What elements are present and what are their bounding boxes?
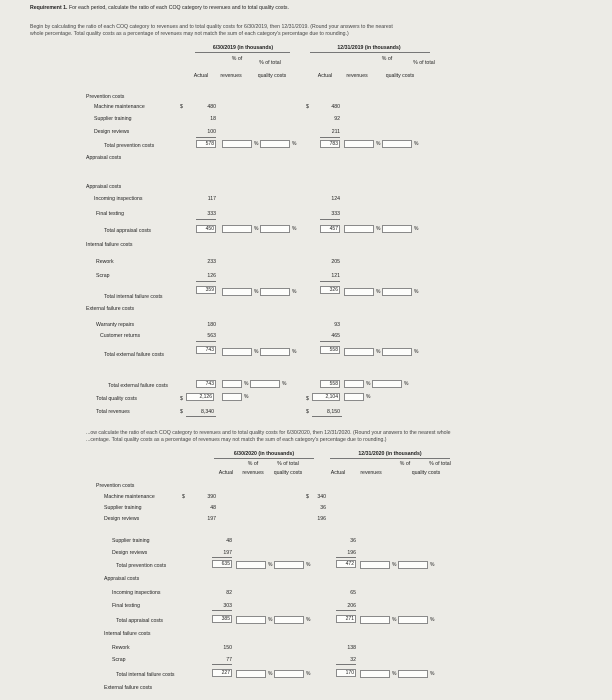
header-6-30-2020: 6/30/2020 (in thousands): [233, 451, 295, 457]
value: 303: [223, 603, 232, 609]
input-pct-revenues[interactable]: [236, 670, 266, 678]
input-pct-revenues[interactable]: [344, 288, 374, 296]
row-machine-maintenance: Machine maintenance: [104, 494, 155, 500]
input-pct-quality[interactable]: [260, 140, 290, 148]
total-appraisal-actual: 450: [196, 225, 216, 233]
row-supplier-training: Supplier training: [104, 505, 142, 511]
input-pct-quality[interactable]: [398, 616, 428, 624]
input-pct-revenues[interactable]: [344, 140, 374, 148]
value: 211: [331, 129, 340, 135]
row-final-testing: Final testing: [112, 603, 140, 609]
pct-of-label: % of: [247, 461, 259, 467]
input-pct-revenues[interactable]: [236, 616, 266, 624]
total-revenues-actual-2: 8,150: [327, 409, 340, 415]
input-pct-revenues[interactable]: [222, 380, 242, 388]
requirement-heading: [30, 5, 289, 11]
input-pct-quality[interactable]: [260, 348, 290, 356]
value: 333: [207, 211, 216, 217]
actual-label: Actual: [193, 73, 209, 79]
pct-of-label: % of: [399, 461, 411, 467]
input-pct-quality[interactable]: [250, 380, 280, 388]
row-prevention-costs: Prevention costs: [96, 483, 135, 489]
value: 196: [317, 516, 326, 522]
row-total-internal-failure: Total internal failure costs: [104, 294, 163, 300]
total-quality-actual: 2,126: [186, 393, 214, 401]
value: 150: [223, 645, 232, 651]
row-warranty-repairs: Warranty repairs: [96, 322, 135, 328]
total-external-actual: 743: [196, 346, 216, 354]
input-pct-quality[interactable]: [382, 225, 412, 233]
input-pct-revenues[interactable]: [222, 393, 242, 401]
quality-costs-label: quality costs: [411, 470, 441, 476]
value: 124: [331, 196, 340, 202]
value: 36: [320, 505, 326, 511]
value: 117: [207, 196, 216, 202]
input-pct-quality[interactable]: [274, 670, 304, 678]
input-pct-quality[interactable]: [382, 140, 412, 148]
input-pct-quality[interactable]: [372, 380, 402, 388]
input-pct-revenues[interactable]: [360, 616, 390, 624]
total-prevention-2020: 635: [212, 560, 232, 568]
row-rework: Rework: [112, 645, 130, 651]
pct-of-total-label: % of total: [413, 60, 435, 66]
value: 82: [226, 590, 232, 596]
value: 65: [350, 590, 356, 596]
total-external-actual-2: 558: [320, 346, 340, 354]
row-appraisal-costs: Appraisal costs: [104, 576, 140, 582]
input-pct-revenues[interactable]: [222, 140, 252, 148]
pct-of-total-label: % of total: [259, 60, 281, 66]
row-total-internal-failure: Total internal failure costs: [116, 672, 175, 678]
row-rework: Rework: [96, 259, 114, 265]
quality-costs-label: quality costs: [257, 73, 287, 79]
revenues-label: revenues: [360, 470, 382, 476]
value: 233: [207, 259, 216, 265]
value: 205: [331, 259, 340, 265]
requirement-title: Requirement 1.: [30, 5, 68, 11]
revenues-label: revenues: [220, 73, 242, 79]
value: 480: [331, 104, 340, 110]
value: 563: [207, 333, 216, 339]
value: 465: [331, 333, 340, 339]
row-external-failure-costs: External failure costs: [86, 306, 135, 312]
total-revenues-actual: 8,340: [201, 409, 214, 415]
input-pct-quality[interactable]: [274, 616, 304, 624]
input-pct-revenues[interactable]: [222, 288, 252, 296]
value: 32: [350, 657, 356, 663]
row-scrap: Scrap: [112, 657, 126, 663]
row-total-external-failure-2: Total external failure costs: [108, 383, 168, 389]
row-total-prevention-costs: Total prevention costs: [116, 563, 167, 569]
value: 48: [210, 505, 216, 511]
input-pct-revenues[interactable]: [344, 348, 374, 356]
row-internal-failure-costs: Internal failure costs: [104, 631, 151, 637]
row-incoming-inspections: Incoming inspections: [112, 590, 161, 596]
row-total-external-failure: Total external failure costs: [104, 352, 164, 358]
quality-costs-label: quality costs: [273, 470, 303, 476]
total-prevention-2020-2: 472: [336, 560, 356, 568]
row-incoming-inspections: Incoming inspections: [94, 196, 143, 202]
input-pct-quality[interactable]: [398, 561, 428, 569]
instructions-line2: whole percentage. Total quality costs as a percentage of revenues may not match the sum of each category's percentage due to rounding.): [30, 31, 349, 37]
row-total-appraisal-costs: Total appraisal costs: [116, 618, 163, 624]
value: 121: [331, 273, 340, 279]
pct-of-total-label: % of total: [429, 461, 451, 467]
dollar-sign: $: [180, 104, 183, 110]
pct-of-label: % of: [231, 56, 243, 62]
dollar-sign: $: [306, 104, 309, 110]
input-pct-quality[interactable]: [398, 670, 428, 678]
row-design-reviews: Design reviews: [94, 129, 130, 135]
value: 138: [347, 645, 356, 651]
revenues-label: revenues: [242, 470, 264, 476]
value: 197: [207, 516, 216, 522]
input-pct-quality[interactable]: [274, 561, 304, 569]
header-6-30-2019: 6/30/2019 (in thousands): [212, 45, 274, 51]
row-customer-returns: Customer returns: [100, 333, 141, 339]
input-pct-revenues[interactable]: [236, 561, 266, 569]
row-scrap: Scrap: [96, 273, 110, 279]
total-internal-2020: 227: [212, 669, 232, 677]
input-pct-quality[interactable]: [260, 225, 290, 233]
actual-label: Actual: [330, 470, 346, 476]
input-pct-revenues[interactable]: [344, 393, 364, 401]
value: 340: [317, 494, 326, 500]
row-supplier-training: Supplier training: [94, 116, 132, 122]
row-total-revenues: Total revenues: [96, 409, 130, 415]
value: 48: [226, 538, 232, 544]
total-external-actual-summary-2: 558: [320, 380, 340, 388]
revenues-label: revenues: [346, 73, 368, 79]
row-internal-failure-costs: Internal failure costs: [86, 242, 133, 248]
row-prevention-costs: Prevention costs: [86, 94, 125, 100]
input-pct-quality[interactable]: [382, 288, 412, 296]
total-appraisal-2020: 385: [212, 615, 232, 623]
total-internal-actual-2: 326: [320, 286, 340, 294]
total-quality-actual-2: 2,104: [312, 393, 340, 401]
value: 36: [350, 538, 356, 544]
value: 206: [347, 603, 356, 609]
value: 390: [207, 494, 216, 500]
value: 18: [210, 116, 216, 122]
row-design-reviews-2: Design reviews: [112, 550, 148, 556]
row-appraisal-costs-2: Appraisal costs: [86, 184, 122, 190]
total-appraisal-actual-2: 457: [320, 225, 340, 233]
total-internal-actual: 359: [196, 286, 216, 294]
total-external-actual-summary: 743: [196, 380, 216, 388]
input-pct-revenues[interactable]: [360, 670, 390, 678]
value: 126: [207, 273, 216, 279]
input-pct-revenues[interactable]: [344, 225, 374, 233]
value: 180: [207, 322, 216, 328]
instructions-line1: Begin by calculating the ratio of each COQ category to revenues and to total quality costs for 6/30/2019, then 12/31/2019. (Round your answers to the nearest: [30, 24, 393, 30]
pct-of-total-label: % of total: [277, 461, 299, 467]
value: 196: [347, 550, 356, 556]
input-pct-revenues[interactable]: [222, 225, 252, 233]
row-total-appraisal-costs: Total appraisal costs: [104, 228, 151, 234]
requirement-title-rest: For each period, calculate the ratio of each COQ category to revenues and to total quality costs.: [68, 5, 289, 11]
input-pct-quality[interactable]: [260, 288, 290, 296]
row-external-failure-costs: External failure costs: [104, 685, 153, 691]
row-supplier-training-2: Supplier training: [112, 538, 150, 544]
input-pct-quality[interactable]: [382, 348, 412, 356]
row-appraisal-costs: Appraisal costs: [86, 155, 122, 161]
value: 197: [223, 550, 232, 556]
row-total-quality-costs: Total quality costs: [96, 396, 137, 402]
value: 93: [334, 322, 340, 328]
total-internal-2020-2: 170: [336, 669, 356, 677]
actual-label: Actual: [317, 73, 333, 79]
value: 480: [207, 104, 216, 110]
row-design-reviews: Design reviews: [104, 516, 140, 522]
value: 333: [331, 211, 340, 217]
input-pct-revenues[interactable]: [360, 561, 390, 569]
actual-label: Actual: [218, 470, 234, 476]
instructions-line3: ...ow calculate the ratio of each COQ category to revenues and to total quality costs for 6/30/2020, then 12/31/2020. (Round your answers to the nearest whole: [86, 430, 451, 436]
row-total-prevention-costs: Total prevention costs: [104, 143, 155, 149]
instructions-line4: ...centage. Total quality costs as a percentage of revenues may not match the sum of each category's percentage due to rounding.): [86, 437, 387, 443]
total-prevention-actual-2: 783: [320, 140, 340, 148]
value: 92: [334, 116, 340, 122]
header-12-31-2020: 12/31/2020 (in thousands): [358, 451, 422, 457]
quality-costs-label: quality costs: [385, 73, 415, 79]
input-pct-revenues[interactable]: [222, 348, 252, 356]
value: 100: [207, 129, 216, 135]
row-final-testing: Final testing: [96, 211, 124, 217]
input-pct-revenues[interactable]: [344, 380, 364, 388]
total-prevention-actual: 578: [196, 140, 216, 148]
value: 77: [226, 657, 232, 663]
pct-of-label: % of: [381, 56, 393, 62]
total-appraisal-2020-2: 271: [336, 615, 356, 623]
row-machine-maintenance: Machine maintenance: [94, 104, 145, 110]
header-12-31-2019: 12/31/2019 (in thousands): [337, 45, 401, 51]
